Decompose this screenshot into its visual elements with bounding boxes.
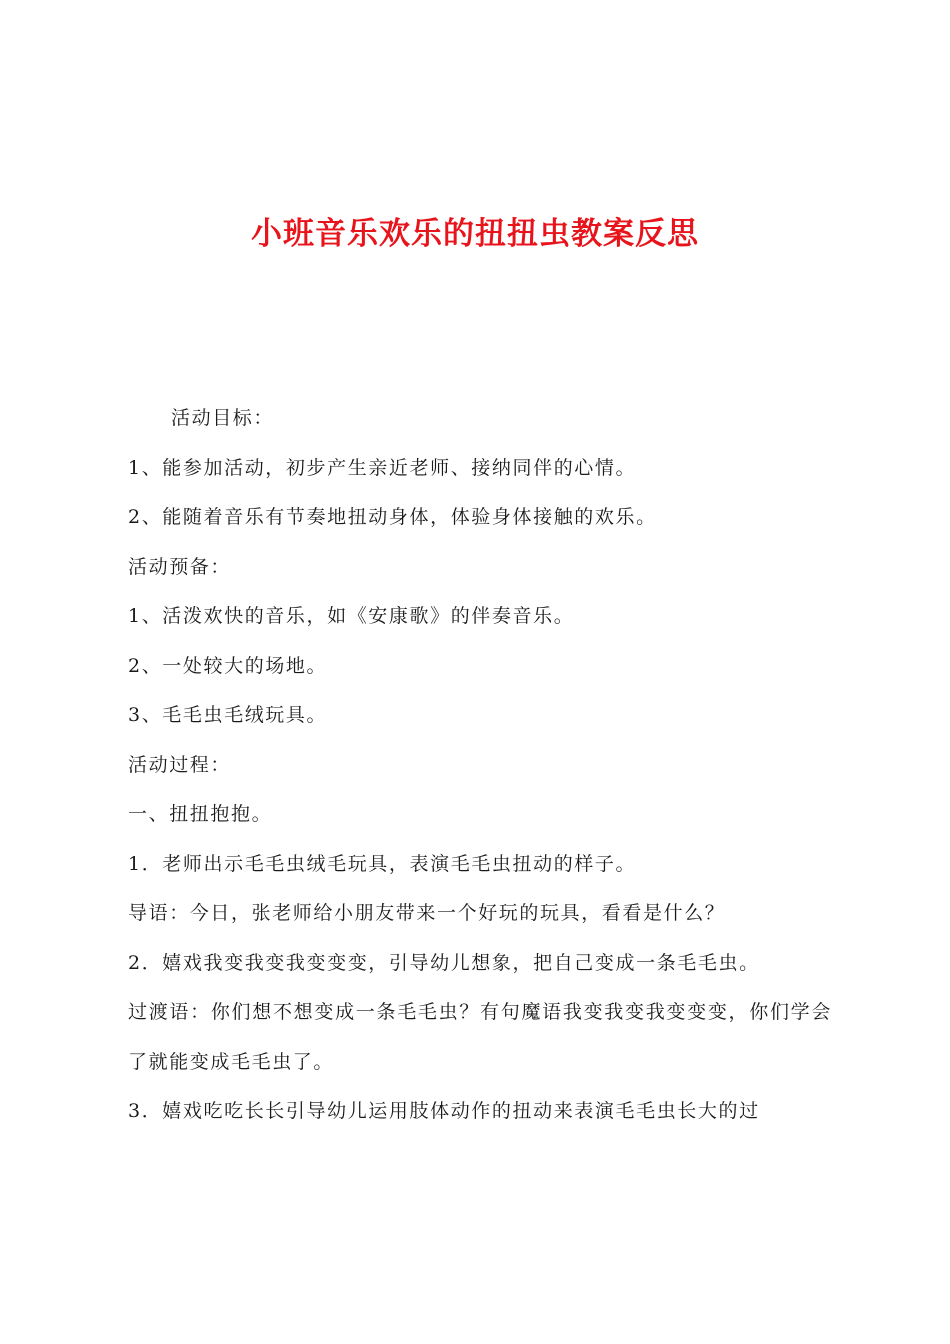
- paragraph: 导语：今日，张老师给小朋友带来一个好玩的玩具，看看是什么？: [128, 902, 726, 924]
- paragraph: 3、毛毛虫毛绒玩具。: [128, 704, 328, 726]
- paragraph: 一、扭扭抱抱。: [128, 803, 273, 825]
- paragraph: 2．嬉戏我变我变我变变变，引导幼儿想象，把自己变成一条毛毛虫。: [128, 951, 760, 974]
- paragraph: 1、活泼欢快的音乐，如《安康歌》的伴奏音乐。: [128, 605, 575, 627]
- paragraph: 2、能随着音乐有节奏地扭动身体，体验身体接触的欢乐。: [128, 506, 657, 528]
- paragraph: 1．老师出示毛毛虫绒毛玩具，表演毛毛虫扭动的样子。: [128, 852, 637, 875]
- section-heading-goals: 活动目标：: [171, 407, 275, 429]
- paragraph: 1、能参加活动，初步产生亲近老师、接纳同伴的心情。: [128, 456, 637, 479]
- paragraph: 2、一处较大的场地。: [128, 654, 328, 677]
- document-title: 小班音乐欢乐的扭扭虫教案反思: [251, 216, 699, 252]
- paragraph: 3．嬉戏吃吃长长引导幼儿运用肢体动作的扭动来表演毛毛虫长大的过: [128, 1100, 760, 1122]
- paragraph: 过渡语：你们想不想变成一条毛毛虫？有句魔语我变我变我变变变，你们学会了就能变成毛毛虫了。: [128, 1001, 832, 1073]
- section-heading-process: 活动过程：: [128, 753, 232, 776]
- section-heading-preparation: 活动预备：: [128, 555, 232, 578]
- document-body: [128, 394, 832, 1137]
